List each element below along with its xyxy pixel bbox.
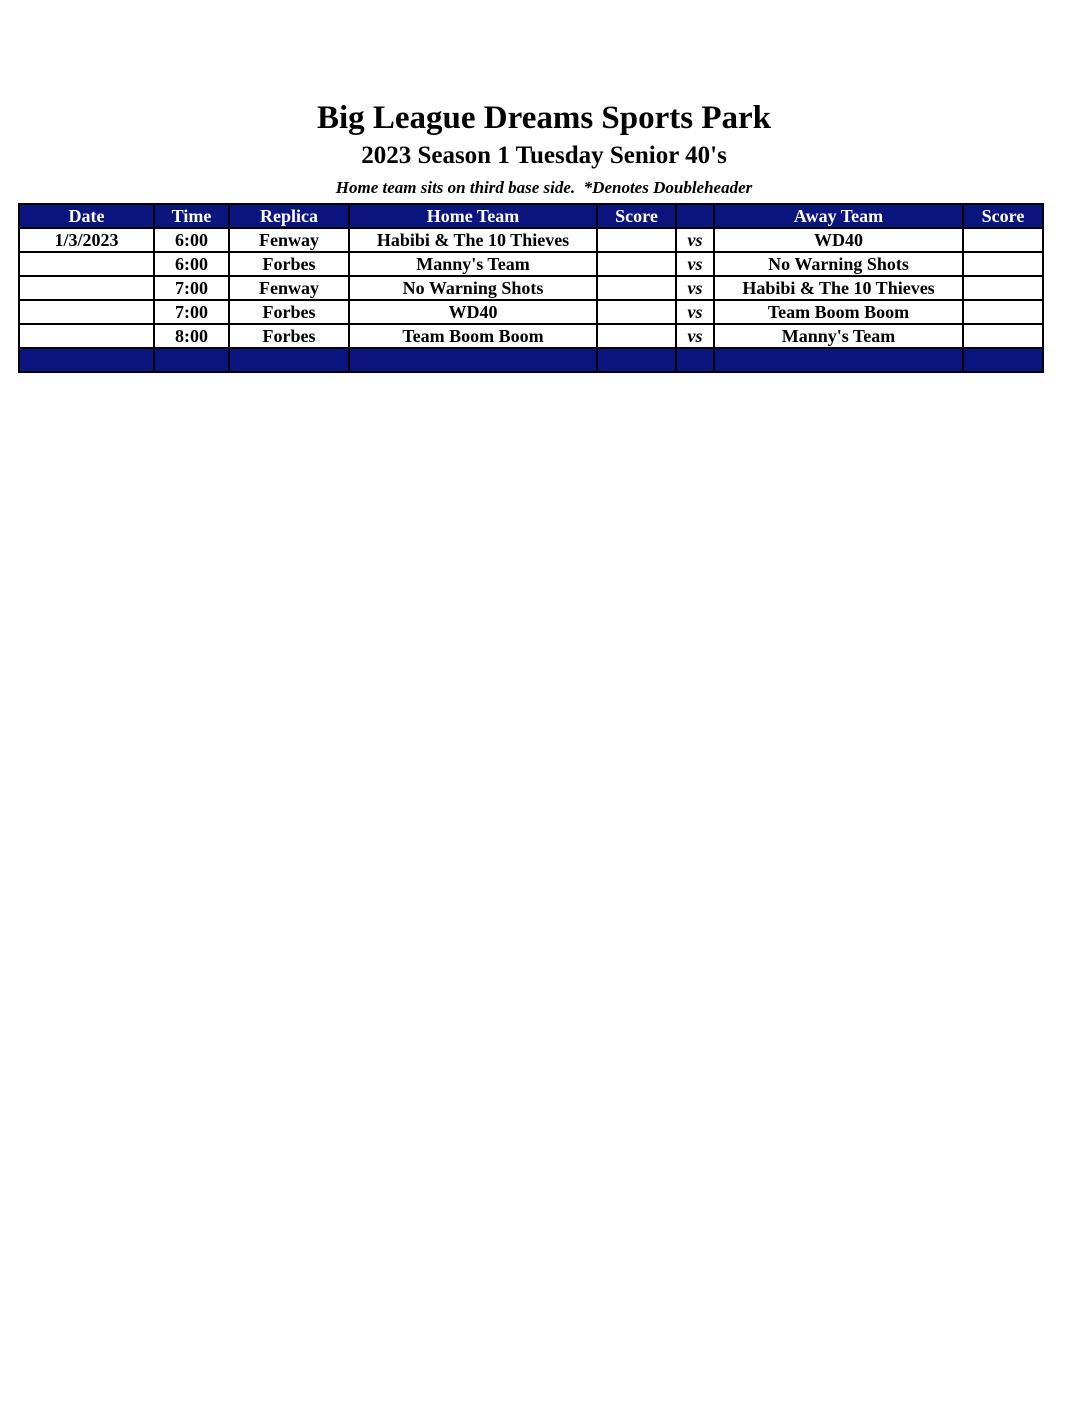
- col-header-date: Date: [19, 204, 154, 228]
- table-row: [19, 252, 1043, 276]
- cell-home-score: [597, 300, 676, 324]
- cell-home-team: No Warning Shots: [349, 276, 597, 300]
- cell-date: [19, 324, 154, 348]
- cell-away-score: [963, 276, 1043, 300]
- cell-home-score: [597, 228, 676, 252]
- col-header-home-team: Home Team: [349, 204, 597, 228]
- schedule-table: [18, 203, 1044, 373]
- schedule-note: Home team sits on third base side. *Denotes Doubleheader: [335, 178, 753, 197]
- cell-home-team: Manny's Team: [349, 252, 597, 276]
- footer-cell: [714, 348, 963, 372]
- cell-replica: Fenway: [229, 276, 349, 300]
- table-row: [19, 276, 1043, 300]
- cell-away-score: [963, 228, 1043, 252]
- cell-replica: Forbes: [229, 300, 349, 324]
- footer-cell: [349, 348, 597, 372]
- cell-date: [19, 300, 154, 324]
- page-title: Big League Dreams Sports Park: [316, 100, 772, 136]
- cell-replica: Forbes: [229, 324, 349, 348]
- cell-home-team: Habibi & The 10 Thieves: [349, 228, 597, 252]
- cell-home-score: [597, 252, 676, 276]
- cell-home-score: [597, 276, 676, 300]
- cell-home-team: WD40: [349, 300, 597, 324]
- footer-cell: [154, 348, 229, 372]
- table-row: [19, 300, 1043, 324]
- cell-date: [19, 252, 154, 276]
- cell-time: 7:00: [154, 276, 229, 300]
- footer-cell: [676, 348, 714, 372]
- table-row: [19, 324, 1043, 348]
- col-header-away-score: Score: [963, 204, 1043, 228]
- col-header-vs: [676, 204, 714, 228]
- cell-away-team: Manny's Team: [714, 324, 963, 348]
- cell-vs: vs: [676, 252, 714, 276]
- cell-time: 6:00: [154, 252, 229, 276]
- cell-replica: Forbes: [229, 252, 349, 276]
- cell-away-score: [963, 300, 1043, 324]
- cell-away-score: [963, 252, 1043, 276]
- cell-replica: Fenway: [229, 228, 349, 252]
- table-footer-row: [19, 348, 1043, 372]
- cell-time: 7:00: [154, 300, 229, 324]
- footer-cell: [963, 348, 1043, 372]
- cell-vs: vs: [676, 324, 714, 348]
- col-header-home-score: Score: [597, 204, 676, 228]
- cell-vs: vs: [676, 300, 714, 324]
- header-row: [19, 204, 1043, 228]
- cell-time: 8:00: [154, 324, 229, 348]
- cell-away-team: Habibi & The 10 Thieves: [714, 276, 963, 300]
- cell-date: [19, 276, 154, 300]
- footer-cell: [229, 348, 349, 372]
- cell-away-score: [963, 324, 1043, 348]
- footer-cell: [597, 348, 676, 372]
- page-subtitle: 2023 Season 1 Tuesday Senior 40's: [361, 142, 727, 169]
- col-header-away-team: Away Team: [714, 204, 963, 228]
- cell-vs: vs: [676, 228, 714, 252]
- cell-home-score: [597, 324, 676, 348]
- cell-away-team: Team Boom Boom: [714, 300, 963, 324]
- cell-home-team: Team Boom Boom: [349, 324, 597, 348]
- cell-date: 1/3/2023: [19, 228, 154, 252]
- cell-away-team: No Warning Shots: [714, 252, 963, 276]
- cell-vs: vs: [676, 276, 714, 300]
- table-row: [19, 228, 1043, 252]
- col-header-time: Time: [154, 204, 229, 228]
- cell-away-team: WD40: [714, 228, 963, 252]
- col-header-replica: Replica: [229, 204, 349, 228]
- footer-cell: [19, 348, 154, 372]
- cell-time: 6:00: [154, 228, 229, 252]
